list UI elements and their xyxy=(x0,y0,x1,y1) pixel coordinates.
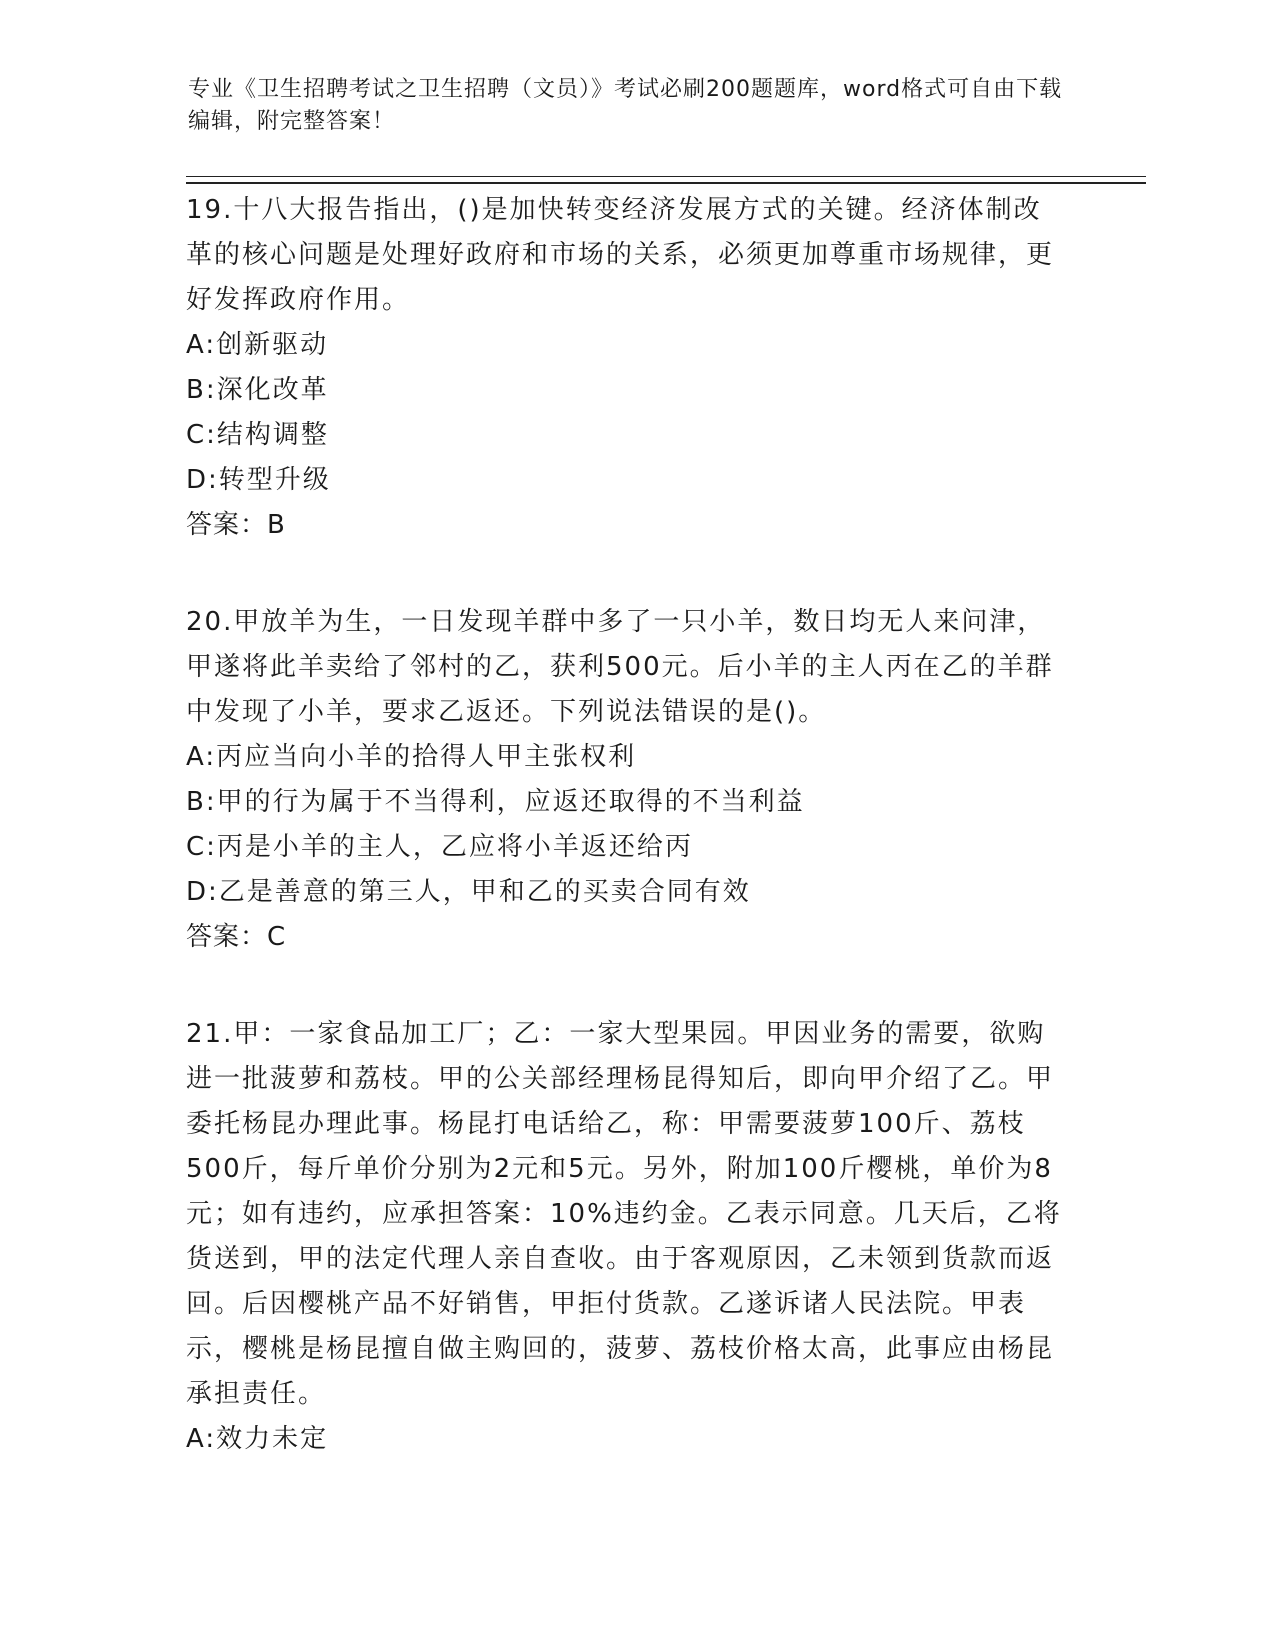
option-b: B:深化改革 xyxy=(186,375,329,405)
option-a: A:丙应当向小羊的拾得人甲主张权利 xyxy=(186,742,637,772)
question-list xyxy=(186,188,1066,1514)
question-stem: 21.甲：一家食品加工厂；乙：一家大型果园。甲因业务的需要，欲购进一批菠萝和荔枝。甲的公关部经理杨昆得知后，即向甲介绍了乙。甲委托杨昆办理此事。杨昆打电话给乙，称：甲需要菠萝100斤、荔枝500斤，每斤单价分别为2元和5元。另外，附加100斤樱桃，单价为8元；如有违约，应承担答案：10%违约金。乙表示同意。几天后，乙将货送到，甲的法定代理人亲自查收。由于客观原因，乙未领到货款而返回。后因樱桃产品不好销售，甲拒付货款。乙遂诉诸人民法院。甲表示，樱桃是杨昆擅自做主购回的，菠萝、荔枝价格太高，此事应由杨昆承担责任。 xyxy=(186,1019,1062,1409)
question-21 xyxy=(186,1012,1066,1462)
option-a: A:效力未定 xyxy=(186,1424,329,1454)
question-stem: 20.甲放羊为生，一日发现羊群中多了一只小羊，数日均无人来问津，甲遂将此羊卖给了邻村的乙，获利500元。后小羊的主人丙在乙的羊群中发现了小羊，要求乙返还。下列说法错误的是()。 xyxy=(186,607,1054,727)
answer-line: 答案：C xyxy=(186,922,287,952)
option-c: C:丙是小羊的主人，乙应将小羊返还给丙 xyxy=(186,832,693,862)
question-stem: 19.十八大报告指出，()是加快转变经济发展方式的关键。经济体制改革的核心问题是处理好政府和市场的关系，必须更加尊重市场规律，更好发挥政府作用。 xyxy=(186,195,1055,315)
option-a: A:创新驱动 xyxy=(186,330,329,360)
option-c: C:结构调整 xyxy=(186,420,329,450)
answer-line: 答案：B xyxy=(186,510,286,540)
option-d: D:转型升级 xyxy=(186,465,331,495)
option-b: B:甲的行为属于不当得利，应返还取得的不当利益 xyxy=(186,787,805,817)
option-d: D:乙是善意的第三人，甲和乙的买卖合同有效 xyxy=(186,877,751,907)
document-header: 专业《卫生招聘考试之卫生招聘（文员）》考试必刷200题题库，word格式可自由下载编辑，附完整答案！ xyxy=(188,77,1063,134)
question-20 xyxy=(186,600,1066,960)
header-divider xyxy=(186,176,1146,184)
question-19 xyxy=(186,188,1066,548)
